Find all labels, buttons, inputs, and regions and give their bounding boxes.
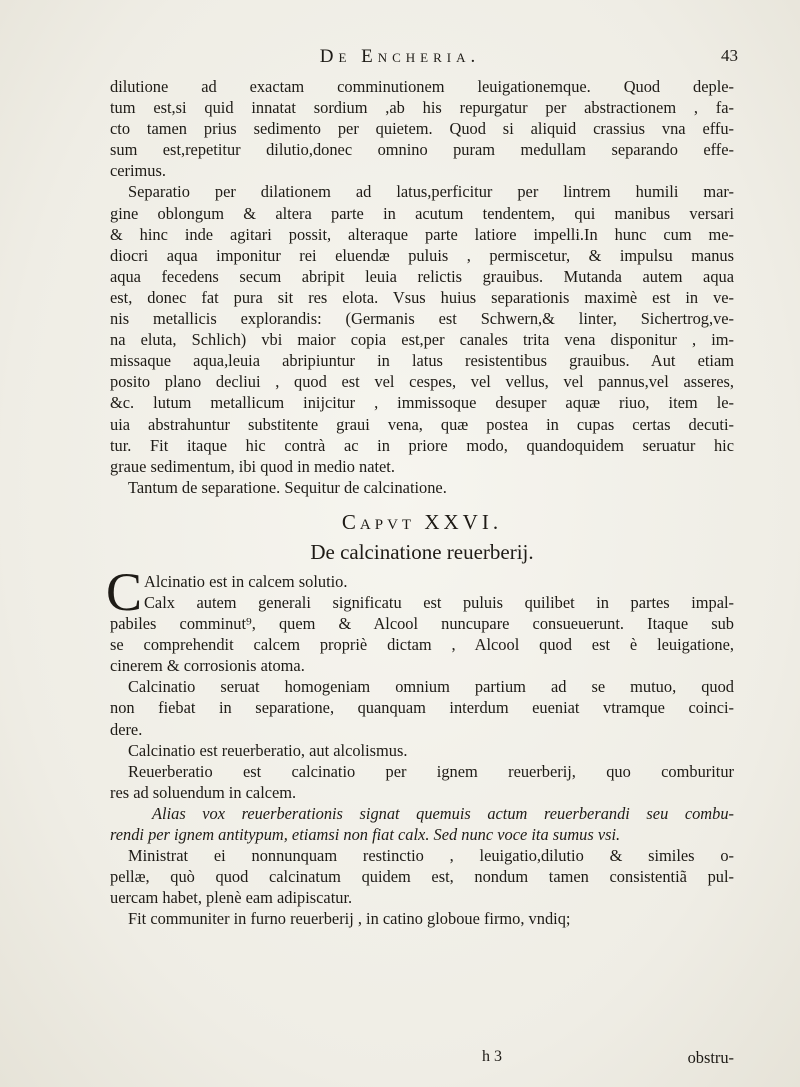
text-line: aqua fecedens secum abripit leuia relictis grauibus. Mutanda autem aqua xyxy=(110,266,734,286)
paragraph xyxy=(110,676,734,739)
text-line: cto tamen prius sedimento per quietem. Quod si aliquid crassius vna effu- xyxy=(110,119,734,139)
text-line: uercam habet, plenè eam adipiscatur. xyxy=(110,888,353,908)
text-line: & hinc inde agitari possit, alteraque parte latiore impelli.In hunc cum me- xyxy=(110,224,734,244)
text-line: dilutione ad exactam comminutionem leuigationemque. Quod deple- xyxy=(110,77,734,96)
text-line: Reuerberatio est calcinatio per ignem reuerberij, quo comburitur xyxy=(128,761,734,781)
text-line: Tantum de separatione. Sequitur de calcinatione. xyxy=(128,477,447,497)
paragraph xyxy=(110,761,734,803)
running-head: De Encheria. xyxy=(319,46,481,67)
text-line: Calx autem generali significatu est puluis quilibet in partes impal- xyxy=(144,592,734,612)
text-line: Separatio per dilationem ad latus,perficitur per lintrem humili mar- xyxy=(128,182,734,202)
paragraph xyxy=(110,845,734,908)
text-line: posito plano decliui , quod est vel cespes, vel vellus, vel pannus,vel asseres, xyxy=(110,372,734,392)
paragraph xyxy=(110,908,734,929)
paragraph xyxy=(110,181,734,476)
section-calcination xyxy=(110,676,734,929)
chapter-label: Capvt XXVI. xyxy=(341,509,503,534)
paragraph xyxy=(110,740,734,761)
text-line: cinerem & corrosionis atoma. xyxy=(110,656,305,676)
catchword: obstru- xyxy=(687,1048,734,1067)
body-text xyxy=(106,76,734,929)
text-line: Calcinatio seruat homogeniam omnium partium ad se mutuo, quod xyxy=(128,677,734,697)
text-line: non fiebat in separatione, quanquam interdum eueniat vtramque coinci- xyxy=(110,698,734,718)
section-separation xyxy=(110,76,734,498)
text-line: Ministrat ei nonnunquam restinctio , leuigatio,dilutio & similes o- xyxy=(128,846,734,866)
paragraph xyxy=(110,477,734,498)
text-line: uia abstrahuntur substitente graui vena, quæ postea in cupas certas decuti- xyxy=(110,414,734,434)
page-header xyxy=(60,46,740,70)
text-line: rendi per ignem antitypum, etiamsi non fiat calx. Sed nunc voce ita sumus vsi. xyxy=(110,825,621,844)
text-line: pabiles comminut⁹, quem & Alcool nuncupare consueuerunt. Itaque sub xyxy=(110,614,734,634)
text-line: res ad soluendum in calcem. xyxy=(110,782,297,802)
text-line: nis metallicis explorandis: (Germanis est Schwern,& linter, Sichertrog,ve- xyxy=(110,309,734,329)
text-line: Calcinatio est reuerberatio, aut alcolismus. xyxy=(128,740,408,760)
text-line: sum est,repetitur dilutio,donec omnino puram medullam separando effe- xyxy=(110,140,734,160)
text-line: gine oblongum & altera parte in acutum tendentem, qui manibus versari xyxy=(110,203,734,223)
chapter-title: De calcinatione reuerberij. xyxy=(310,539,534,564)
text-line: dere. xyxy=(110,719,143,739)
chapter-opening-continuation xyxy=(110,613,734,676)
page-number: 43 xyxy=(721,46,738,65)
text-line: est, donec fat pura sit res elota. Vsus huius separationis maximè est in ve- xyxy=(110,287,734,307)
text-line: tum est,si quid innatat sordium ,ab his repurgatur per abstractionem , fa- xyxy=(110,98,734,118)
text-line: &c. lutum metallicum inijcitur , immissoque desuper aquæ riuo, item le- xyxy=(110,393,734,413)
text-line: Alcinatio est in calcem solutio. xyxy=(144,571,348,591)
drop-cap: C xyxy=(106,561,143,622)
paragraph xyxy=(110,76,734,181)
text-line: pellæ, quò quod calcinatum quidem est, nondum tamen consistentiã pul- xyxy=(110,867,734,887)
paragraph xyxy=(110,803,734,845)
text-line: tur. Fit itaque hic contrà ac in priore modo, quandoquidem seruatur hic xyxy=(110,435,734,455)
text-line: missaque aqua,leuia abripiuntur in latus resistentibus grauibus. Aut etiam xyxy=(110,351,734,371)
text-line: graue sedimentum, ibi quod in medio natet. xyxy=(110,456,395,476)
text-line: Alias vox reuerberationis signat quemuis actum reuerberandi seu combu- xyxy=(152,803,734,823)
text-line: Fit communiter in furno reuerberij , in catino globoue firmo, vndiq; xyxy=(128,909,571,929)
text-line: cerimus. xyxy=(110,161,166,181)
page-footer xyxy=(110,1048,734,1070)
text-line: na eluta, Schlich) vbi maior copia est,per canales trita vena disponitur , im- xyxy=(110,330,734,350)
signature-mark: h 3 xyxy=(482,1048,502,1065)
text-line: se comprehendit calcem propriè dictam , Alcool quod est è leuigatione, xyxy=(110,635,734,655)
chapter-opening xyxy=(106,561,734,676)
text-line: diocri aqua imponitur rei eluendæ puluis , permiscetur, & impulsu manus xyxy=(110,245,734,265)
